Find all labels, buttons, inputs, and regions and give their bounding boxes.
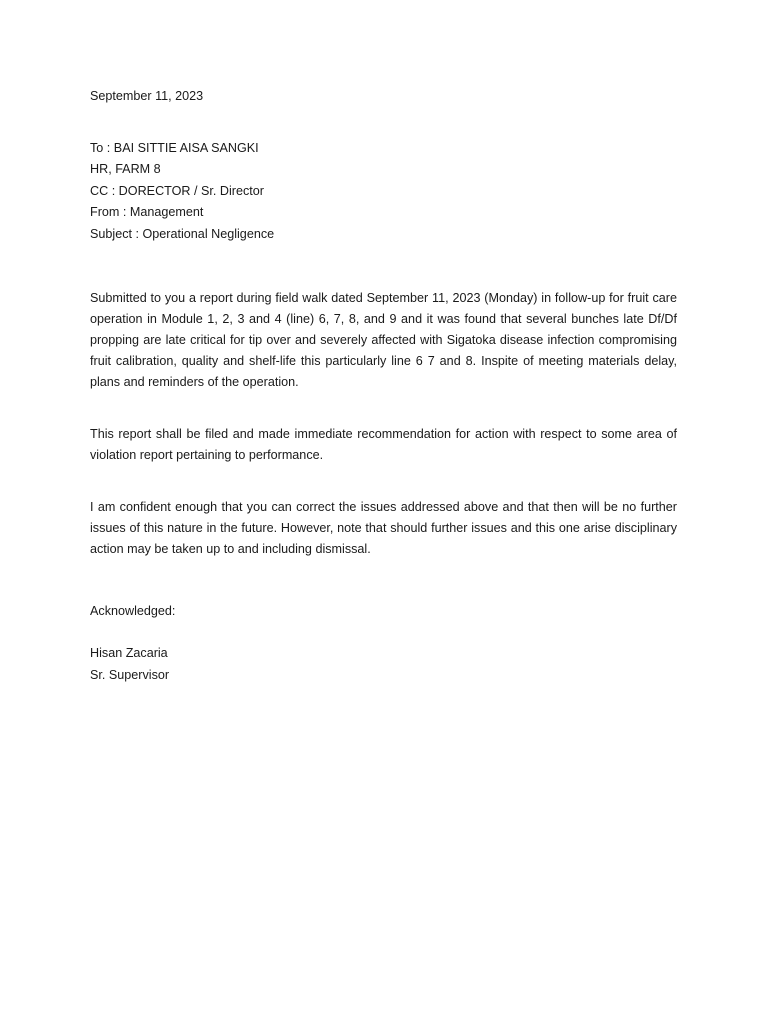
signatory-title: Sr. Supervisor bbox=[90, 668, 170, 682]
body-paragraph-report: Submitted to you a report during field walk dated September 11, 2023 (Monday) in follow-up for fruit care operation in Module 1, 2, 3 and 4 (line) 6, 7, 8, and 9 and it was found that several bunches late Df/Df propping are late critical for tip over and severely affected with Sigatoka disease infection compromising fruit calibration, quality and shelf-life this particularly line 6 7 and 8. Inspite of meeting materials delay, plans and reminders of the operation. bbox=[90, 291, 677, 389]
to-line: To : BAI SITTIE AISA SANGKI bbox=[90, 140, 259, 155]
subject-line: Subject : Operational Negligence bbox=[90, 226, 275, 241]
letter-date: September 11, 2023 bbox=[90, 89, 204, 103]
cc-line: CC : DORECTOR / Sr. Director bbox=[90, 183, 264, 198]
memo-header bbox=[90, 138, 677, 246]
acknowledged-label: Acknowledged: bbox=[90, 604, 176, 618]
letter-body bbox=[90, 86, 677, 686]
body-paragraph-recommendation: This report shall be filed and made immediate recommendation for action with respect to some area of violation report pertaining to performance. bbox=[90, 427, 677, 462]
signature-block bbox=[90, 642, 677, 686]
body-paragraph-warning: I am confident enough that you can correct the issues addressed above and that then will be no further issues of this nature in the future. However, note that should further issues and this one arise disciplinary action may be taken up to and including dismissal. bbox=[90, 500, 677, 556]
signatory-name: Hisan Zacaria bbox=[90, 646, 168, 660]
department-line: HR, FARM 8 bbox=[90, 162, 161, 176]
from-line: From : Management bbox=[90, 205, 204, 219]
